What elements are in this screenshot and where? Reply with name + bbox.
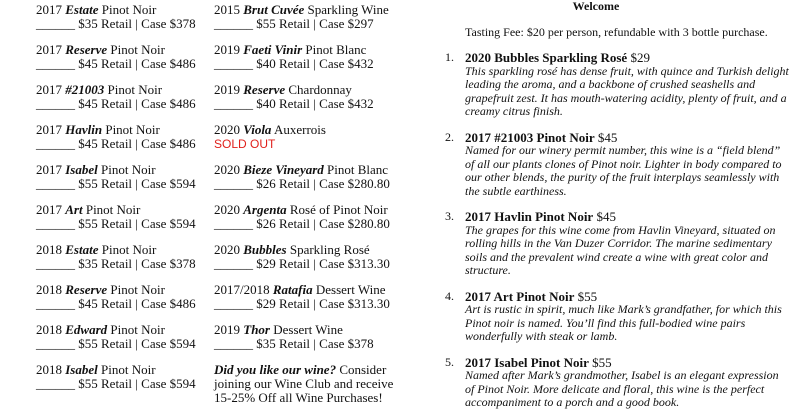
item-title: 2017 Havlin Pinot Noir $45 xyxy=(465,209,616,224)
wine-name: 2017 Art Pinot Noir xyxy=(36,202,141,217)
wine-price: ______ $45 Retail | Case $486 xyxy=(36,56,196,71)
wine-name: 2017 #21003 Pinot Noir xyxy=(36,82,163,97)
wine-price: ______ $45 Retail | Case $486 xyxy=(36,296,196,311)
tasting-fee: Tasting Fee: $20 per person, refundable with 3 bottle purchase. xyxy=(465,24,768,39)
item-title: 2017 Isabel Pinot Noir $55 xyxy=(465,354,612,370)
wine-name: 2015 Brut Cuvée Sparkling Wine xyxy=(214,2,389,17)
item-description: Art is rustic in spirit, much like Mark’s grandfather, for which this Pinot noir is named. You’ll find this full-bodied wine pairs wonderfully with steak or lamb. xyxy=(465,302,782,343)
wine-list-left xyxy=(36,3,196,403)
wine-entry xyxy=(36,203,196,243)
wine-entry xyxy=(214,203,399,243)
wine-name: 2019 Faeti Vinir Pinot Blanc xyxy=(214,42,367,57)
wine-name: 2020 Bieze Vineyard Pinot Blanc xyxy=(214,162,389,177)
wine-entry xyxy=(214,43,399,83)
tasting-item xyxy=(440,290,790,344)
wine-price: ______ $55 Retail | Case $594 xyxy=(36,336,196,351)
wine-name: 2018 Estate Pinot Noir xyxy=(36,242,157,257)
wine-name: 2017 Havlin Pinot Noir xyxy=(36,122,160,137)
wine-club-promo: Did you like our wine? Consider joining our Wine Club and receive 15-25% Off all Wine Purchases! xyxy=(214,362,394,405)
item-number: 1. xyxy=(445,50,454,64)
wine-price: ______ $35 Retail | Case $378 xyxy=(214,336,374,351)
wine-price: ______ $35 Retail | Case $378 xyxy=(36,16,196,31)
wine-price: ______ $55 Retail | Case $594 xyxy=(36,376,196,391)
welcome-title: Welcome xyxy=(572,0,620,13)
item-number: 4. xyxy=(445,288,454,303)
wine-name: 2020 Bubbles Sparkling Rosé xyxy=(214,242,370,257)
wine-price: ______ $35 Retail | Case $378 xyxy=(36,256,196,271)
wine-entry xyxy=(36,123,196,163)
wine-name: 2020 Argenta Rosé of Pinot Noir xyxy=(214,202,388,217)
wine-name: 2020 Viola Auxerrois xyxy=(214,122,326,137)
wine-name: 2017 Estate Pinot Noir xyxy=(36,2,157,17)
item-title: 2017 Art Pinot Noir $55 xyxy=(465,288,598,304)
tasting-item xyxy=(440,51,790,119)
item-number: 5. xyxy=(445,354,454,369)
wine-price: ______ $26 Retail | Case $280.80 xyxy=(214,216,390,231)
wine-entry xyxy=(36,163,196,203)
wine-entry xyxy=(214,243,399,283)
wine-name: 2017 Reserve Pinot Noir xyxy=(36,42,165,57)
wine-entry xyxy=(214,283,399,323)
wine-list-right xyxy=(214,3,399,405)
wine-name: 2018 Reserve Pinot Noir xyxy=(36,282,165,297)
sold-out-label: SOLD OUT xyxy=(214,137,276,151)
welcome-sheet xyxy=(440,0,790,410)
wine-entry xyxy=(214,83,399,123)
tasting-item xyxy=(440,356,790,410)
wine-entry xyxy=(214,323,399,363)
wine-entry xyxy=(36,283,196,323)
wine-price: ______ $40 Retail | Case $432 xyxy=(214,96,374,111)
wine-entry xyxy=(214,163,399,203)
wine-entry xyxy=(36,363,196,403)
item-description: This sparkling rosé has dense fruit, with quince and Turkish delight leading the aroma, and a backbone of crushed seashells and grapefruit zest. It has mouth-watering acidity, plenty of fruit, and a creamy citrus finish. xyxy=(465,63,789,118)
item-title: 2017 #21003 Pinot Noir $45 xyxy=(465,129,618,145)
item-number: 2. xyxy=(445,129,454,144)
wine-entry xyxy=(36,323,196,363)
wine-entry xyxy=(214,123,399,163)
wine-name: 2018 Edward Pinot Noir xyxy=(36,322,165,337)
item-description: Named for our winery permit number, this wine is a “field blend” of all our plants clones of Pinot noir. Lighter in body compared to our other blends, the purity of the fruit interplays seamlessly with the subtle earthiness. xyxy=(465,143,782,198)
item-description: Named after Mark’s grandmother, Isabel is an elegant expression of Pinot Noir. More delicate and floral, this wine is the perfect accompaniment to a porch and a good book. xyxy=(465,368,779,409)
wine-price: ______ $26 Retail | Case $280.80 xyxy=(214,176,390,191)
wine-price: ______ $45 Retail | Case $486 xyxy=(36,96,196,111)
wine-entry xyxy=(36,83,196,123)
wine-price: ______ $55 Retail | Case $594 xyxy=(36,216,196,231)
tasting-item xyxy=(440,210,790,278)
wine-price: ______ $29 Retail | Case $313.30 xyxy=(214,256,390,271)
wine-name: 2019 Reserve Chardonnay xyxy=(214,82,352,97)
wine-price: ______ $40 Retail | Case $432 xyxy=(214,56,374,71)
wine-entry xyxy=(36,3,196,43)
wine-price: ______ $55 Retail | Case $297 xyxy=(214,16,374,31)
wine-price: ______ $55 Retail | Case $594 xyxy=(36,176,196,191)
wine-entry xyxy=(36,243,196,283)
item-number: 3. xyxy=(445,209,454,223)
wine-name: 2018 Isabel Pinot Noir xyxy=(36,362,156,377)
wine-name: 2017/2018 Ratafia Dessert Wine xyxy=(214,282,386,297)
item-title: 2020 Bubbles Sparkling Rosé $29 xyxy=(465,50,650,65)
wine-price: ______ $45 Retail | Case $486 xyxy=(36,136,196,151)
item-description: The grapes for this wine come from Havlin Vineyard, situated on rolling hills in the Van Duzer Corridor. The marine sedimentary soils and the prevalent wind create a wine with great color and structure. xyxy=(465,222,776,277)
tasting-item xyxy=(440,131,790,199)
wine-name: 2017 Isabel Pinot Noir xyxy=(36,162,156,177)
wine-price: ______ $29 Retail | Case $313.30 xyxy=(214,296,390,311)
wine-entry xyxy=(36,43,196,83)
wine-entry xyxy=(214,3,399,43)
wine-name: 2019 Thor Dessert Wine xyxy=(214,322,343,337)
